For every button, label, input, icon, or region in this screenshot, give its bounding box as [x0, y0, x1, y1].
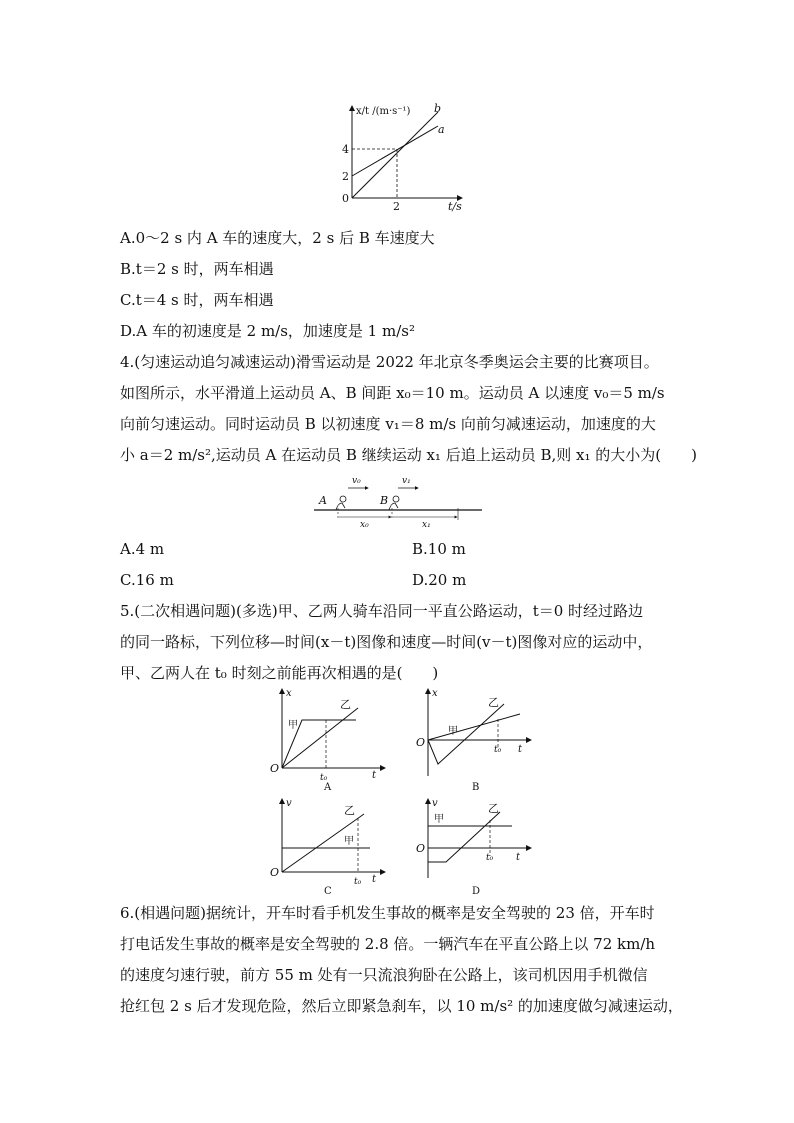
- q6-line-3: 的速度匀速行驶，前方 55 m 处有一只流浪狗卧在公路上，该司机因用手机微信: [120, 966, 648, 984]
- q5-line-2: 的同一路标，下列位移—时间(x－t)图像和速度—时间(v－t)图像对应的运动中，: [120, 633, 653, 651]
- svg-text:O: O: [270, 866, 280, 879]
- graph-d: [412, 796, 540, 896]
- svg-text:x: x: [286, 688, 292, 699]
- svg-text:O: O: [270, 762, 280, 775]
- label-a: a: [438, 123, 445, 136]
- graph-a-yi-line: [282, 708, 358, 768]
- svg-text:甲: 甲: [344, 836, 354, 847]
- svg-text:O: O: [416, 736, 426, 749]
- svg-text:x: x: [432, 688, 438, 699]
- y-axis-label: x/t /(m·s⁻¹): [356, 106, 411, 117]
- svg-text:t₀: t₀: [486, 853, 494, 863]
- skier-a-icon: [336, 496, 346, 510]
- svg-text:v: v: [432, 798, 438, 809]
- line-a: [352, 126, 438, 176]
- svg-text:t: t: [518, 744, 523, 755]
- q4-option-d: D.20 m: [412, 571, 467, 589]
- svg-text:t₀: t₀: [320, 773, 328, 783]
- q4-line-4: 小 a＝2 m/s²,运动员 A 在运动员 B 继续运动 x₁ 后追上运动员 B,则 x₁ 的大小为( ): [120, 446, 697, 464]
- q5-line-1: 5.(二次相遇问题)(多选)甲、乙两人骑车沿同一平直公路运动，t＝0 时经过路边: [120, 602, 644, 620]
- q4-option-c: C.16 m: [120, 571, 174, 589]
- x-axis-label: t/s: [448, 200, 462, 213]
- q4-option-a: A.4 m: [120, 540, 165, 558]
- graph-a-caption: A: [324, 782, 332, 792]
- tick-4: 4: [342, 143, 349, 156]
- svg-text:乙: 乙: [488, 802, 499, 815]
- skier-b-icon: [389, 496, 399, 510]
- svg-text:乙: 乙: [488, 696, 499, 709]
- v1-label: v₁: [402, 476, 411, 486]
- svg-text:乙: 乙: [344, 804, 355, 817]
- svg-text:甲: 甲: [448, 726, 458, 737]
- q6-line-1: 6.(相遇问题)据统计，开车时看手机发生事故的概率是安全驾驶的 23 倍，开车时: [120, 904, 655, 922]
- svg-text:t: t: [372, 874, 377, 885]
- tick-2: 2: [342, 170, 349, 183]
- svg-text:O: O: [416, 842, 426, 855]
- svg-text:t: t: [516, 852, 521, 863]
- x0-label: x₀: [360, 520, 369, 530]
- svg-text:乙: 乙: [340, 698, 351, 711]
- q4-line-3: 向前匀速运动。同时运动员 B 以初速度 v₁＝8 m/s 向前匀减速运动，加速度的大: [120, 415, 656, 433]
- skier-a-label: A: [319, 494, 327, 507]
- graph-b-caption: B: [472, 782, 480, 792]
- q3-option-c: C.t＝4 s 时，两车相遇: [120, 291, 274, 309]
- q6-line-2: 打电话发生事故的概率是安全驾驶的 2.8 倍。一辆汽车在平直公路上以 72 km/h: [120, 935, 656, 953]
- graph-a: [264, 686, 392, 792]
- q4-line-2: 如图所示，水平滑道上运动员 A、B 间距 x₀＝10 m。运动员 A 以速度 v₀＝5 m/s: [120, 384, 665, 402]
- graph-c-caption: C: [324, 886, 332, 896]
- graph-b: [412, 686, 540, 792]
- q5-line-3: 甲、乙两人在 t₀ 时刻之前能再次相遇的是( ): [120, 664, 439, 682]
- skier-b-label: B: [380, 494, 389, 507]
- graph-b-yi-line: [428, 704, 504, 764]
- graph-d-caption: D: [472, 886, 481, 896]
- label-b: b: [434, 102, 442, 115]
- xt-vs-t-graph: [330, 100, 470, 215]
- q6-line-4: 抢红包 2 s 后才发现危险，然后立即紧急刹车，以 10 m/s² 的加速度做匀减速运动，: [120, 997, 683, 1015]
- svg-text:甲: 甲: [434, 814, 444, 825]
- q3-option-a: A.0～2 s 内 A 车的速度大，2 s 后 B 车速度大: [120, 229, 435, 247]
- q3-option-d: D.A 车的初速度是 2 m/s，加速度是 1 m/s²: [120, 322, 415, 340]
- svg-text:v: v: [286, 798, 292, 809]
- q4-option-b: B.10 m: [412, 540, 466, 558]
- skier-diagram: [312, 470, 484, 530]
- q4-line-1: 4.(匀速运动追匀减速运动)滑雪运动是 2022 年北京冬季奥运会主要的比赛项目。: [120, 353, 659, 371]
- svg-text:甲: 甲: [288, 720, 298, 731]
- graph-c: [264, 796, 392, 896]
- svg-text:t₀: t₀: [354, 877, 362, 887]
- x1-label: x₁: [422, 520, 431, 530]
- svg-text:t₀: t₀: [494, 745, 502, 755]
- tick-origin: 0: [342, 192, 349, 205]
- q3-option-b: B.t＝2 s 时，两车相遇: [120, 260, 274, 278]
- svg-text:t: t: [372, 770, 377, 781]
- graph-b-jia-line: [428, 714, 520, 740]
- tick-x2: 2: [393, 200, 400, 213]
- v0-label: v₀: [352, 476, 361, 486]
- line-b: [352, 112, 438, 198]
